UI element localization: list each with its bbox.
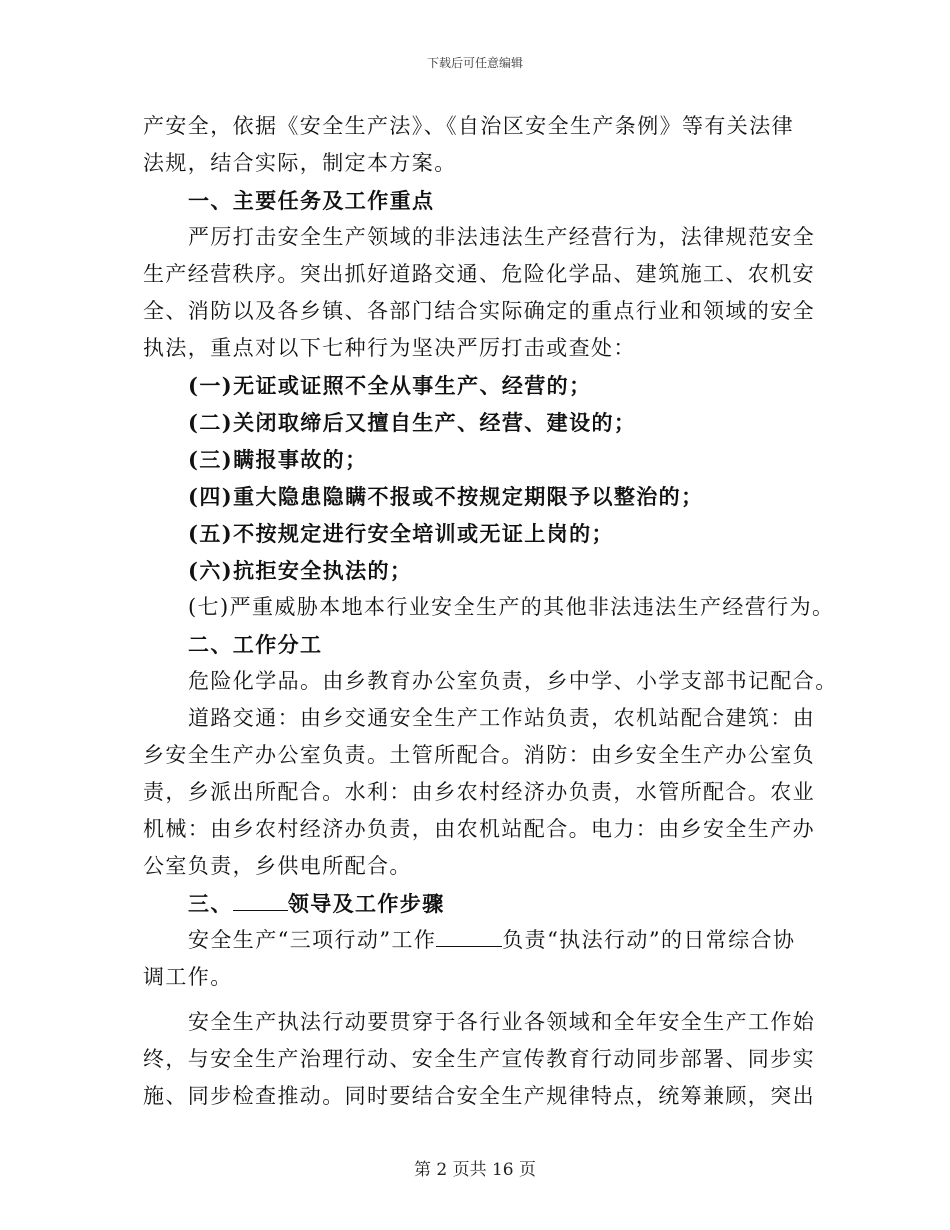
section-heading-1: 一、主要任务及工作重点 bbox=[188, 188, 435, 213]
list-item: (五)不按规定进行安全培训或无证上岗的； bbox=[188, 521, 614, 546]
list-item: (三)瞒报事故的； bbox=[188, 447, 368, 472]
list-item: (二)关闭取缔后又擅自生产、经营、建设的； bbox=[188, 410, 637, 435]
paragraph-line: 道路交通：由乡交通安全生产工作站负责，农机站配合建筑：由 bbox=[188, 706, 816, 730]
heading-number: 三、 bbox=[188, 891, 233, 916]
paragraph-line: 乡安全生产办公室负责。土管所配合。消防：由乡安全生产办公室负 bbox=[143, 743, 815, 767]
list-item: (四)重大隐患隐瞒不报或不按规定期限予以整治的； bbox=[188, 484, 704, 509]
list-item: (七)严重威胁本地本行业安全生产的其他非法违法生产经营行为。 bbox=[188, 595, 835, 619]
section-heading-3 bbox=[143, 885, 809, 922]
paragraph-line: 安全生产执法行动要贯穿于各行业各领域和全年安全生产工作始 bbox=[188, 1010, 816, 1034]
paragraph-line: 严厉打击安全生产领域的非法违法生产经营行为，法律规范安全 bbox=[188, 225, 816, 249]
paragraph-line: 执法，重点对以下七种行为坚决严厉打击或查处： bbox=[143, 336, 636, 360]
text-segment: 安全生产“三项行动”工作 bbox=[188, 928, 437, 952]
paragraph-line: 机械：由乡农村经济办负责，由农机站配合。电力：由乡安全生产办 bbox=[143, 817, 815, 841]
page-header: 下载后可任意编辑 bbox=[426, 56, 523, 70]
paragraph-line bbox=[143, 922, 809, 959]
paragraph-line: 生产经营秩序。突出抓好道路交通、危险化学品、建筑施工、农机安 bbox=[143, 262, 815, 286]
blank-underline bbox=[436, 928, 502, 947]
heading-text: 领导及工作步骤 bbox=[287, 891, 445, 916]
text-segment: 负责“执法行动”的日常综合协 bbox=[502, 928, 796, 952]
paragraph-gap bbox=[143, 996, 809, 1004]
document-body bbox=[143, 108, 838, 1115]
paragraph-line: 终，与安全生产治理行动、安全生产宣传教育行动同步部署、同步实 bbox=[143, 1047, 815, 1071]
page-footer: 第 2 页共 16 页 bbox=[413, 1160, 537, 1180]
list-item: (六)抗拒安全执法的； bbox=[188, 558, 413, 583]
paragraph-line: 产安全，依据《安全生产法》、《自治区安全生产条例》等有关法律 bbox=[143, 114, 794, 138]
list-item: (一)无证或证照不全从事生产、经营的； bbox=[188, 373, 592, 398]
paragraph-line: 调工作。 bbox=[143, 965, 233, 989]
section-heading-2: 二、工作分工 bbox=[188, 632, 323, 657]
paragraph-line: 法规，结合实际，制定本方案。 bbox=[143, 151, 457, 175]
paragraph-line: 全、消防以及各乡镇、各部门结合实际确定的重点行业和领域的安全 bbox=[143, 299, 815, 323]
blank-underline bbox=[233, 892, 288, 911]
paragraph-line: 责，乡派出所配合。水利：由乡农村经济办负责，水管所配合。农业 bbox=[143, 780, 815, 804]
paragraph-line: 公室负责，乡供电所配合。 bbox=[143, 854, 412, 878]
paragraph-line: 危险化学品。由乡教育办公室负责，乡中学、小学支部书记配合。 bbox=[188, 669, 838, 693]
paragraph-line: 施、同步检查推动。同时要结合安全生产规律特点，统筹兼顾，突出 bbox=[143, 1084, 815, 1108]
